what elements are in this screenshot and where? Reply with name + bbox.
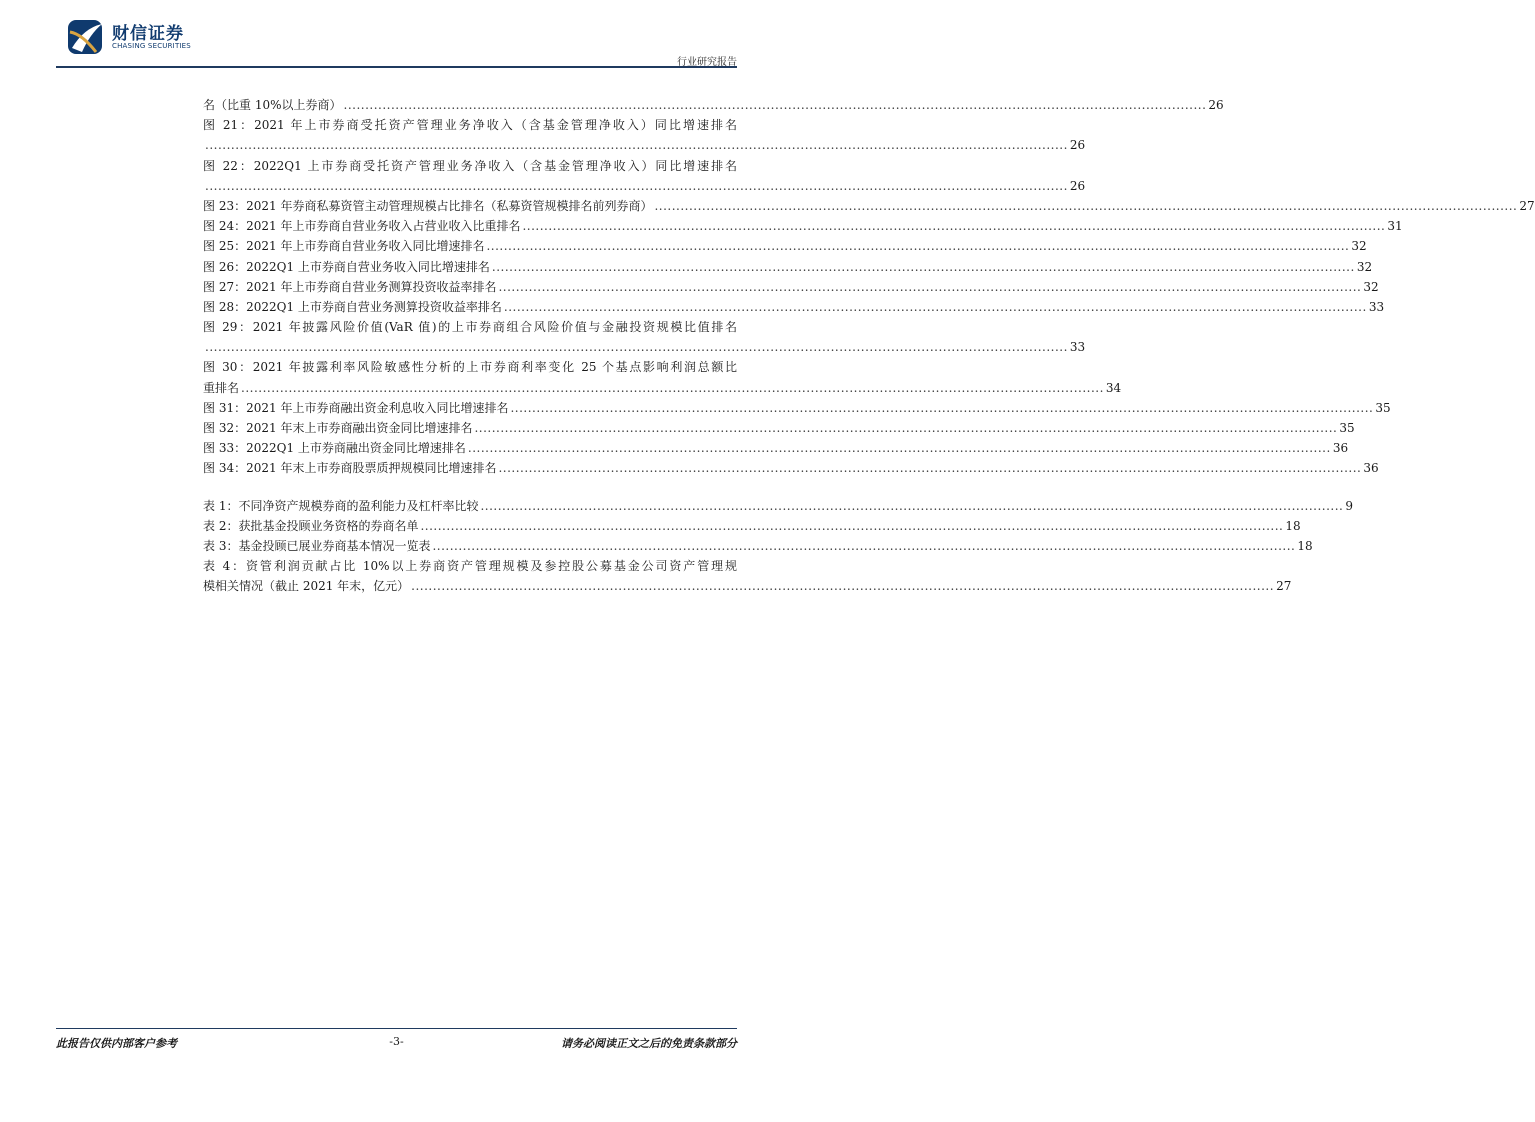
toc-entry[interactable] [203, 458, 1379, 478]
company-logo [66, 18, 206, 58]
toc-leader-dots: ........................................................................................................................................................................................................ [241, 380, 1104, 395]
toc-entry-line [203, 277, 1379, 297]
toc-entry-text: 表 1：不同净资产规模券商的盈利能力及杠杆率比较 [203, 498, 479, 513]
logo-english-name: CHASING SECURITIES [112, 42, 191, 50]
toc-page-number: 26 [1069, 138, 1086, 153]
toc-entry-line [203, 357, 737, 377]
footer-notice: 请务必阅读正文之后的免责条款部分 [561, 1037, 737, 1050]
toc-entry-text: 图 31：2021 年上市券商融出资金利息收入同比增速排名 [203, 400, 509, 415]
toc-entry-text: 图 24：2021 年上市券商自营业务收入占营业收入比重排名 [203, 219, 521, 234]
toc-entry[interactable] [203, 496, 1353, 516]
toc-entry-text: 表 4：资管利润贡献占比 10%以上券商资产管理规模及参控股公募基金公司资产管理规 [203, 559, 737, 574]
toc-entry-line [203, 156, 737, 176]
toc-page-number: 32 [1356, 259, 1373, 274]
toc-entry-text: 图 27：2021 年上市券商自营业务测算投资收益率排名 [203, 279, 497, 294]
toc-leader-dots: ........................................................................................................................................................................................................ [411, 579, 1275, 594]
toc-page-number: 26 [1208, 98, 1224, 112]
toc-page-number: 33 [1368, 299, 1385, 314]
toc-entry[interactable] [203, 115, 1086, 155]
toc-page-number: 34 [1105, 380, 1122, 395]
toc-entry-line [203, 556, 737, 576]
toc-leader-dots: ........................................................................................................................................................................................................ [498, 461, 1362, 476]
toc-entry-line [203, 176, 1086, 196]
toc-leader-dots: ........................................................................................................................................................................................................ [522, 219, 1386, 234]
logo-mark-icon [66, 18, 106, 58]
toc-page-number: 36 [1332, 441, 1349, 456]
toc-leader-dots: ........................................................................................................................................................................................................ [205, 340, 1068, 355]
page-number: -3- [389, 1035, 404, 1048]
toc-entry-text: 图 22：2022Q1 上市券商受托资产管理业务净收入（含基金管理净收入）同比增速排名 [203, 158, 737, 173]
toc-page-number: 32 [1351, 239, 1367, 254]
toc-entry[interactable] [203, 216, 1403, 236]
toc-entry-text: 图 28：2022Q1 上市券商自营业务测算投资收益率排名 [203, 299, 502, 314]
toc-entry[interactable] [203, 556, 1292, 596]
toc-entry-line [203, 135, 1086, 155]
toc-leader-dots: ........................................................................................................................................................................................................ [432, 538, 1296, 553]
toc-page-number: 18 [1285, 518, 1301, 533]
toc-leader-dots: ........................................................................................................................................................................................................ [474, 421, 1338, 435]
toc-entry[interactable] [203, 438, 1349, 458]
toc-entry-line [203, 576, 1292, 596]
toc-entry[interactable] [203, 357, 1122, 397]
toc-entry-text: 名（比重 10%以上券商） [203, 98, 342, 112]
table-of-contents [203, 95, 1535, 597]
toc-leader-dots: ........................................................................................................................................................................................................ [343, 98, 1207, 112]
toc-entry-line [203, 496, 1353, 516]
toc-page-number: 32 [1363, 279, 1379, 294]
toc-entry-text: 图 26：2022Q1 上市券商自营业务收入同比增速排名 [203, 259, 490, 274]
toc-entry-text: 图 34：2021 年末上市券商股票质押规模同比增速排名 [203, 461, 497, 476]
toc-leader-dots: ........................................................................................................................................................................................................ [491, 259, 1355, 274]
table-list [203, 496, 1353, 597]
toc-entry-line [203, 516, 1301, 536]
toc-entry[interactable] [203, 536, 1313, 556]
page-header [0, 0, 793, 66]
toc-entry-text: 图 25：2021 年上市券商自营业务收入同比增速排名 [203, 239, 485, 254]
toc-entry-text: 重排名 [203, 380, 240, 395]
toc-entry-text: 图 33：2022Q1 上市券商融出资金同比增速排名 [203, 441, 466, 456]
toc-page-number: 31 [1387, 219, 1403, 234]
toc-leader-dots: ........................................................................................................................................................................................................ [467, 441, 1331, 456]
toc-page-number: 26 [1069, 178, 1086, 193]
toc-page-number: 35 [1375, 400, 1391, 415]
toc-page-number: 18 [1297, 538, 1313, 553]
toc-leader-dots: ........................................................................................................................................................................................................ [205, 178, 1068, 193]
toc-entry[interactable] [203, 317, 1086, 357]
toc-page-number: 27 [1519, 198, 1535, 213]
list-gap [203, 479, 737, 496]
toc-leader-dots: ........................................................................................................................................................................................................ [486, 239, 1350, 254]
toc-page-number: 33 [1069, 340, 1086, 355]
footer-divider [56, 1028, 737, 1029]
toc-leader-dots: ........................................................................................................................................................................................................ [205, 138, 1068, 153]
toc-entry[interactable] [203, 277, 1379, 297]
toc-entry-line [203, 398, 1391, 418]
toc-page-number: 36 [1363, 461, 1379, 476]
header-divider [56, 66, 737, 68]
toc-leader-dots: ........................................................................................................................................................................................................ [510, 400, 1374, 415]
toc-entry-text: 模相关情况（截止 2021 年末，亿元） [203, 579, 410, 594]
toc-entry-text: 图 30：2021 年披露利率风险敏感性分析的上市券商利率变化 25 个基点影响利润总额比 [203, 360, 737, 375]
toc-entry-line [203, 115, 737, 135]
toc-leader-dots: ........................................................................................................................................................................................................ [420, 518, 1284, 533]
toc-leader-dots: ........................................................................................................................................................................................................ [503, 299, 1367, 314]
toc-entry-line [203, 438, 1349, 458]
toc-leader-dots: ........................................................................................................................................................................................................ [498, 279, 1362, 294]
toc-entry[interactable] [203, 236, 1367, 256]
toc-page-number: 9 [1345, 498, 1353, 513]
toc-entry-text: 表 3：基金投顾已展业券商基本情况一览表 [203, 538, 431, 553]
toc-entry[interactable] [203, 257, 1373, 277]
toc-entry[interactable] [203, 398, 1391, 418]
toc-entry[interactable] [203, 95, 1224, 115]
toc-page-number: 35 [1339, 421, 1355, 435]
toc-entry-line [203, 297, 1385, 317]
toc-entry-line [203, 317, 737, 337]
toc-entry-line [203, 458, 1379, 478]
toc-entry-line [203, 337, 1086, 357]
figure-list [203, 95, 1535, 479]
toc-entry-line [203, 196, 1535, 216]
toc-entry-text: 图 32：2021 年末上市券商融出资金同比增速排名 [203, 421, 473, 435]
report-type-label: 行业研究报告 [677, 57, 737, 68]
toc-entry-text: 图 23：2021 年券商私募资管主动管理规模占比排名（私募资管规模排名前列券商） [203, 198, 653, 213]
toc-entry[interactable] [203, 196, 1535, 216]
toc-entry-text: 图 21：2021 年上市券商受托资产管理业务净收入（含基金管理净收入）同比增速排名 [203, 118, 737, 133]
toc-entry-line [203, 95, 1224, 115]
toc-entry[interactable] [203, 516, 1301, 536]
toc-entry-line [203, 536, 1313, 556]
toc-entry[interactable] [203, 297, 1385, 317]
toc-entry-text: 表 2：获批基金投顾业务资格的券商名单 [203, 518, 419, 533]
toc-entry-line [203, 236, 1367, 256]
toc-entry-line [203, 418, 1355, 438]
toc-entry[interactable] [203, 418, 1355, 438]
toc-leader-dots: ........................................................................................................................................................................................................ [480, 498, 1344, 513]
toc-entry-line [203, 378, 1122, 398]
toc-entry-line [203, 216, 1403, 236]
toc-entry-text: 图 29：2021 年披露风险价值(VaR 值)的上市券商组合风险价值与金融投资规模比值排名 [203, 320, 737, 335]
toc-entry[interactable] [203, 156, 1086, 196]
logo-chinese-name: 财信证券 [112, 24, 184, 44]
toc-page-number: 27 [1276, 579, 1292, 594]
toc-entry-line [203, 257, 1373, 277]
toc-leader-dots: ........................................................................................................................................................................................................ [654, 198, 1518, 213]
footer-disclaimer: 此报告仅供内部客户参考 [56, 1037, 177, 1050]
